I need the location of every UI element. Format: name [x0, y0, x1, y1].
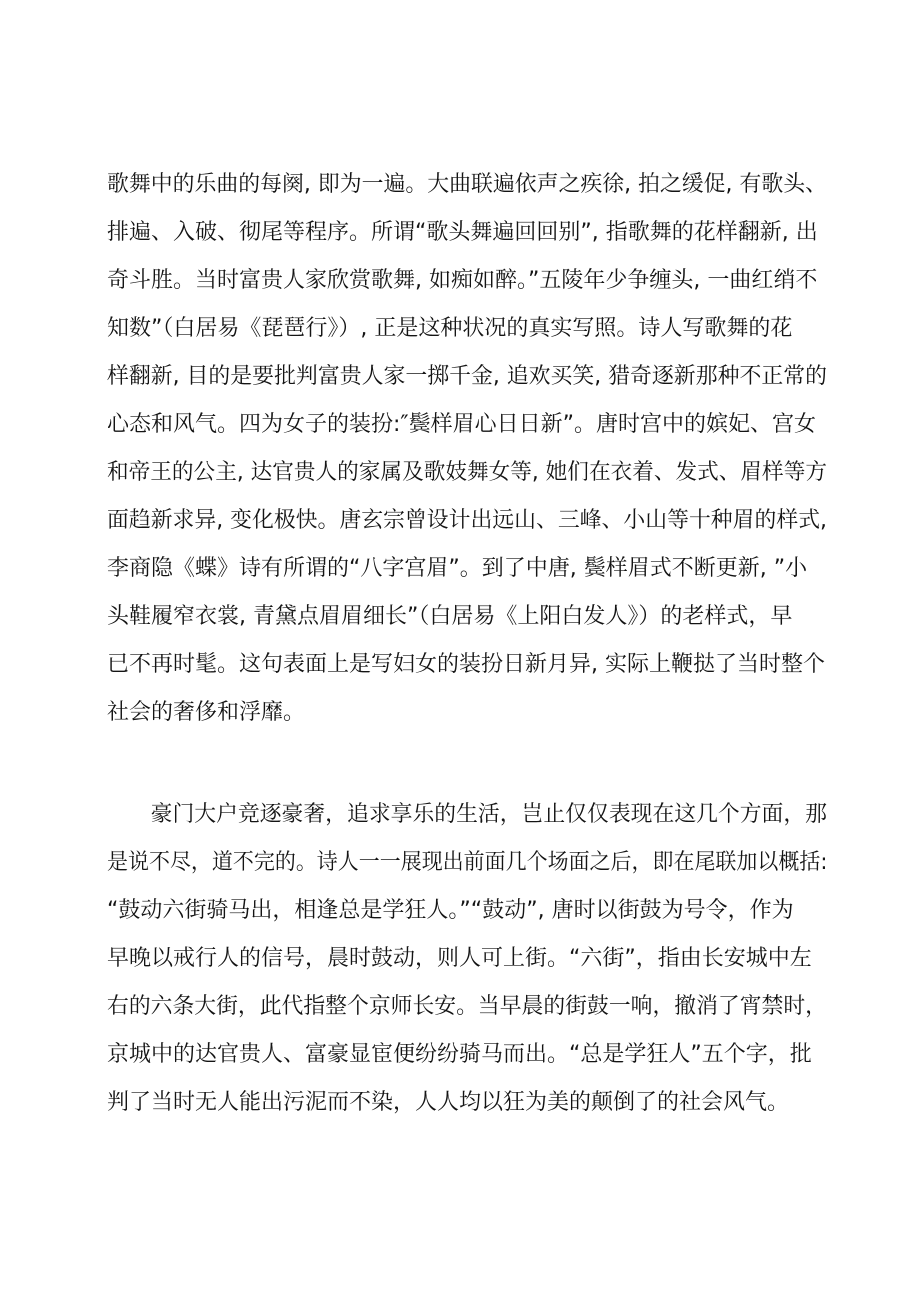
text-line: “鼓动六街骑马出，相逢总是学狂人。”“鼓动”, 唐时以街鼓为号令，作为 [107, 898, 794, 923]
text-line: 京城中的达官贵人、富豪显宦便纷纷骑马而出。“总是学狂人”五个字，批 [107, 1042, 812, 1067]
text-line: 排遍、入破、彻尾等程序。所谓“歌头舞遍回回别”, 指歌舞的花样翻新, 出 [107, 220, 818, 245]
text-line: 李商隐《蝶》诗有所谓的“八字宫眉”。到了中唐, 鬓样眉式不断更新, ”小 [107, 556, 808, 581]
text-line: 右的六条大街，此代指整个京师长安。当早晨的街鼓一响，撤消了宵禁时， [107, 994, 828, 1019]
text-line: 奇斗胜。当时富贵人家欣赏歌舞, 如痴如醉。”五陵年少争缠头, 一曲红绡不 [107, 268, 818, 293]
text-line: 豪门大户竞逐豪奢，追求享乐的生活，岂止仅仅表现在这几个方面，那 [107, 802, 828, 827]
text-line: 心态和风气。四为女子的装扮:″鬓样眉心日日新”。唐时宫中的嫔妃、宫女 [107, 412, 817, 437]
text-line: 判了当时无人能出污泥而不染，人人均以狂为美的颠倒了的社会风气。 [107, 1090, 790, 1115]
text-line: 社会的奢侈和浮靡。 [107, 700, 306, 725]
text-line: 早晚以戒行人的信号，晨时鼓动，则人可上街。“六街”，指由长安城中左 [107, 946, 812, 971]
text-line: 知数”（白居易《琵琶行》）, 正是这种状况的真实写照。诗人写歌舞的花 [107, 316, 793, 341]
paragraph-1 [107, 161, 827, 737]
text-line: 和帝王的公主, 达官贵人的家属及歌妓舞女等, 她们在衣着、发式、眉样等方 [107, 460, 827, 485]
text-line: 样翻新, 目的是要批判富贵人家一掷千金, 追欢买笑, 猎奇逐新那种不正常的 [107, 364, 827, 389]
text-line: 歌舞中的乐曲的每阕, 即为一遍。大曲联遍依声之疾徐, 拍之缓促, 有歌头、 [107, 172, 827, 197]
text-line: 面趋新求异, 变化极快。唐玄宗曾设计出远山、三峰、小山等十种眉的样式, [107, 508, 827, 533]
paragraph-2 [107, 791, 827, 1127]
text-line: 已不再时髦。这句表面上是写妇女的装扮日新月异, 实际上鞭挞了当时整个 [107, 652, 825, 677]
text-line: 头鞋履窄衣裳, 青黛点眉眉细长”（白居易《上阳白发人》）的老样式，早 [107, 604, 793, 629]
text-line: 是说不尽，道不完的。诗人一一展现出前面几个场面之后，即在尾联加以概括: [107, 850, 828, 875]
